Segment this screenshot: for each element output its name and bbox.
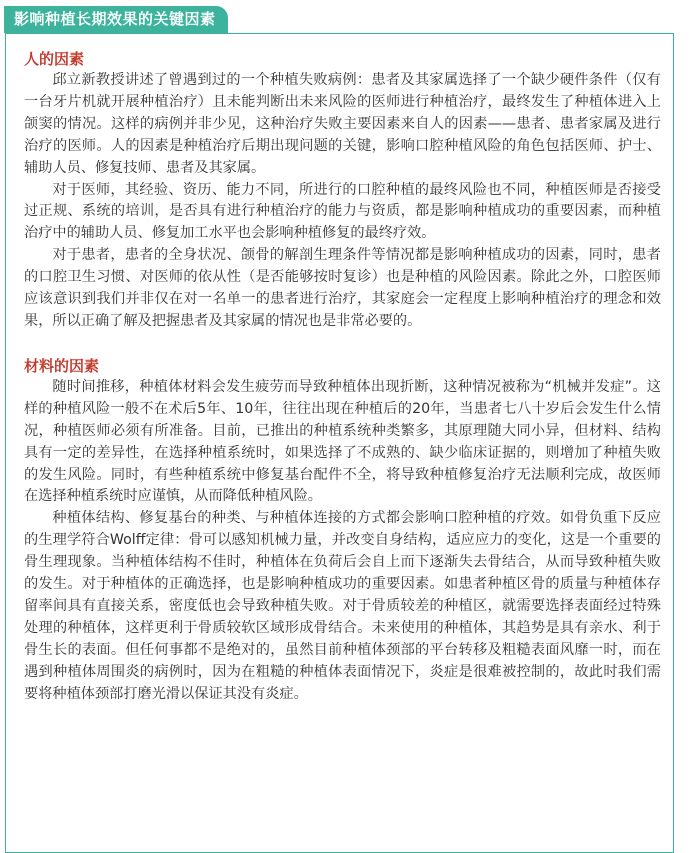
section-title: 材料的因素 <box>24 356 100 375</box>
paragraph: 随时间推移，种植体材料会发生疲劳而导致种植体出现折断，这种情况被称为“机械并发症”。这样的种植风险一般不在术后5年、10年，往往出现在种植后的20年，当患者七八十岁后会发生什么情况，种植医师必须有所准备。目前，已推出的种植系统种类繁多，其原理随大同小异，但材料、结构具有一定的差异性，在选择种植系统时，如果选择了不成熟的、缺少临床证据的，则增加了种植失败的发生风险。同时，有些种植系统中修复基台配件不全，将导致种植修复治疗无法顺利完成，故医师在选择种植系统时应谨慎，从而降低种植风险。 <box>24 378 661 505</box>
paragraph: 对于患者，患者的全身状况、颌骨的解剖生理条件等情况都是影响种植成功的因素，同时，患者的口腔卫生习惯、对医师的依从性（是否能够按时复诊）也是种植的风险因素。除此之外，口腔医师应该意识到我们并非仅在对一名单一的患者进行治疗，其家庭会一定程度上影响种植治疗的理念和效果，所以正确了解及把握患者及其家属的情况也是非常必要的。 <box>24 247 661 329</box>
paragraph: 种植体结构、修复基台的种类、与种植体连接的方式都会影响口腔种植的疗效。如骨负重下反应的生理学符合Wolff定律：骨可以感知机械力量，并改变自身结构，适应应力的变化，这是一个重要的骨生理现象。当种植体结构不佳时，种植体在负荷后会自上而下逐渐失去骨结合，从而导致种植失败的发生。对于种植体的正确选择，也是影响种植成功的重要因素。如患者种植区骨的质量与种植体存留率间具有直接关系，密度低也会导致种植失败。对于骨质较差的种植区，就需要选择表面经过特殊处理的种植体，这样更利于骨质较软区域形成骨结合。未来使用的种植体，其趋势是具有亲水、利于骨生长的表面。但任何事都不是绝对的，虽然目前种植体颈部的平台转移及粗糙表面风靡一时，而在遇到种植体周围炎的病例时，因为在粗糙的种植体表面情况下，炎症是很难被控制的，故此时我们需要将种植体颈部打磨光滑以保证其没有炎症。 <box>24 510 661 702</box>
article-header-title: 影响种植长期效果的关键因素 <box>14 10 216 28</box>
paragraph: 邱立新教授讲述了曾遇到过的一个种植失败病例：患者及其家属选择了一个缺少硬件条件（仅有一台牙片机就开展种植治疗）且未能判断出未来风险的医师进行种植治疗，最终发生了种植体进入上颌窦的情况。这样的病例并非少见，这种治疗失败主要因素来自人的因素——患者、患者家属及进行治疗的医师。人的因素是种植治疗后期出现问题的关键，影响口腔种植风险的角色包括医师、护士、辅助人员、修复技师、患者及其家属。 <box>24 72 661 176</box>
section-material-factors <box>24 355 661 706</box>
section-human-factors <box>24 48 661 333</box>
paragraph: 对于医师，其经验、资历、能力不同，所进行的口腔种植的最终风险也不同，种植医师是否接受过正规、系统的培训，是否具有进行种植治疗的能力与资质，都是影响种植成功的重要因素，而种植治疗中的辅助人员、修复加工水平也会影响种植修复的最终疗效。 <box>24 181 661 242</box>
section-title: 人的因素 <box>24 50 85 68</box>
article-content-box <box>5 33 674 853</box>
article-header-tab <box>4 6 228 33</box>
